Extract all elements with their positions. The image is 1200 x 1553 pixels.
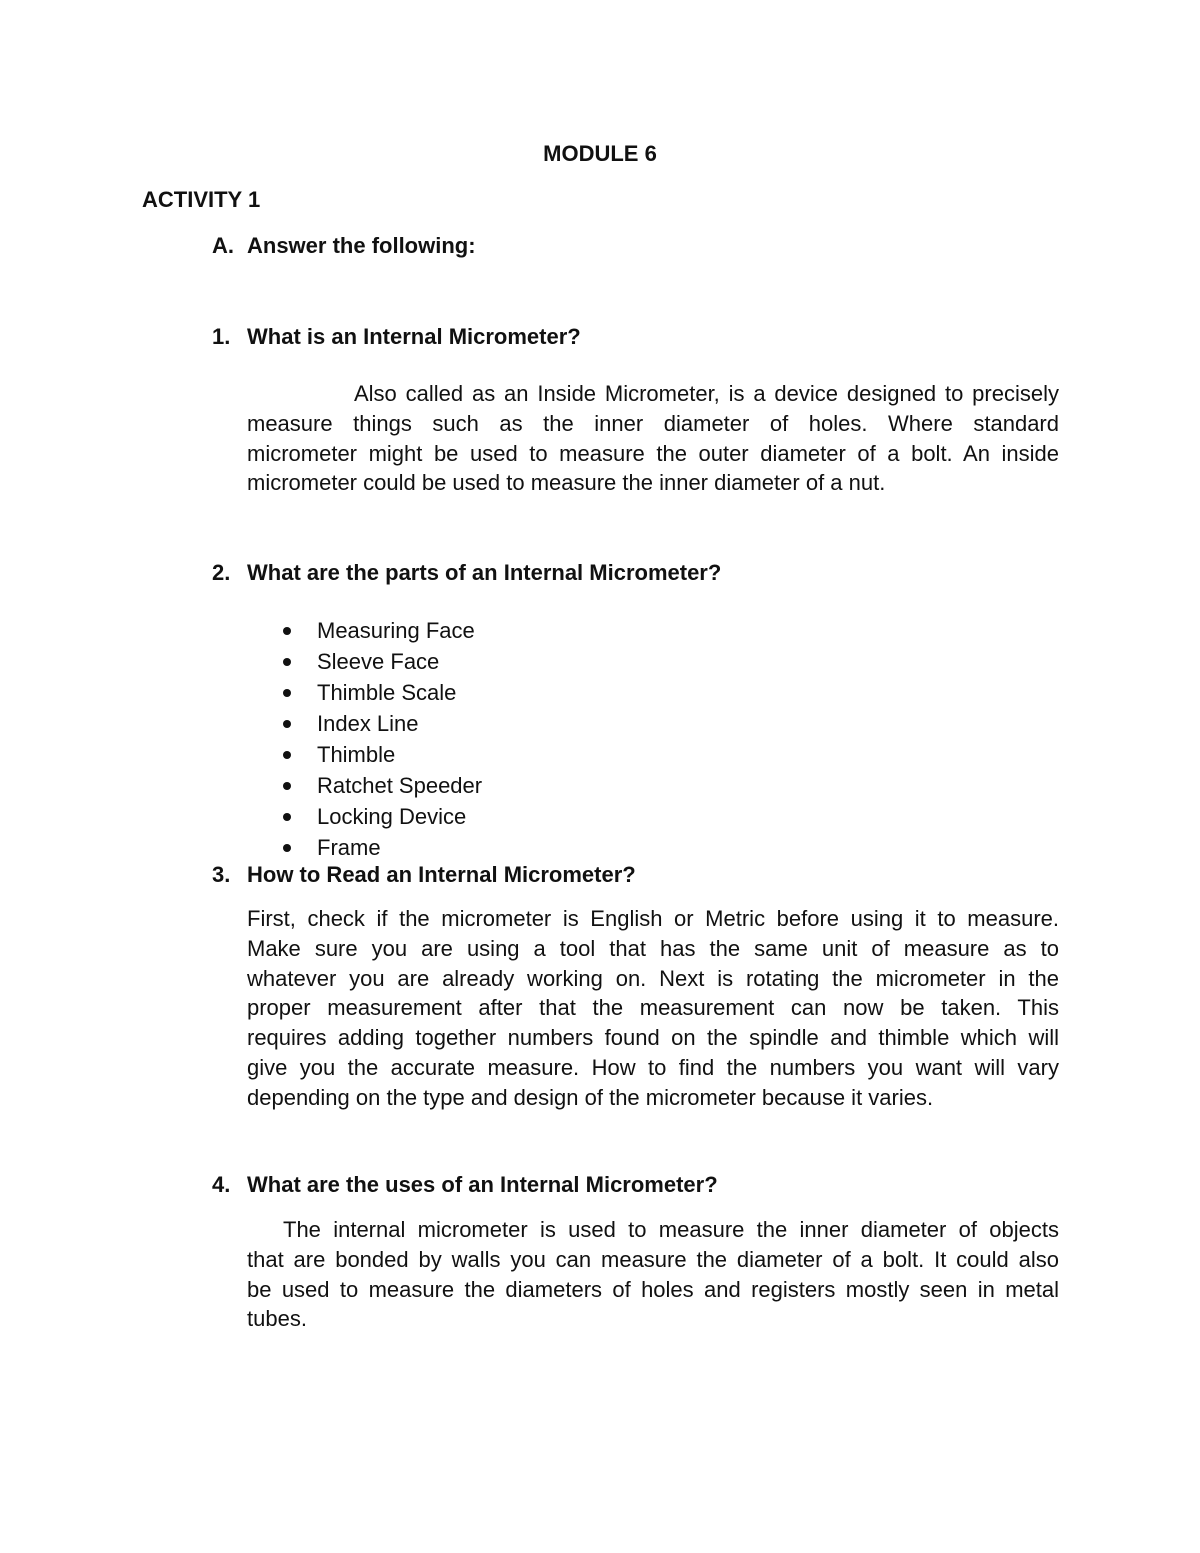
bullet-icon bbox=[283, 751, 291, 759]
list-item bbox=[279, 646, 482, 677]
question-4-heading bbox=[212, 1172, 718, 1198]
bullet-icon bbox=[283, 813, 291, 821]
answer-line: requires adding together numbers found on the spindle and thimble which will bbox=[247, 1025, 1059, 1051]
answer-line: proper measurement after that the measurement can now be taken. This bbox=[247, 995, 1059, 1021]
section-title: Answer the following: bbox=[247, 233, 476, 258]
parts-list bbox=[279, 615, 482, 863]
answer-line: whatever you are already working on. Next is rotating the micrometer in the bbox=[247, 965, 1059, 991]
answer-line: Make sure you are using a tool that has the same unit of measure as to bbox=[247, 935, 1059, 961]
list-item bbox=[279, 801, 482, 832]
question-3-answer bbox=[247, 904, 1059, 1113]
question-2-heading bbox=[212, 560, 721, 586]
question-title: What are the parts of an Internal Micrometer? bbox=[247, 560, 722, 585]
answer-line: that are bonded by walls you can measure the diameter of a bolt. It could also bbox=[247, 1246, 1059, 1272]
bullet-icon bbox=[283, 782, 291, 790]
list-item bbox=[279, 739, 482, 770]
question-1-heading bbox=[212, 324, 581, 350]
bullet-icon bbox=[283, 844, 291, 852]
bullet-icon bbox=[283, 627, 291, 635]
part-label: Frame bbox=[317, 835, 381, 860]
list-item bbox=[279, 708, 482, 739]
part-label: Sleeve Face bbox=[317, 649, 440, 674]
bullet-icon bbox=[283, 658, 291, 666]
question-number: 1. bbox=[212, 324, 231, 349]
answer-line: First, check if the micrometer is English or Metric before using it to measure. bbox=[247, 906, 1059, 931]
question-title: How to Read an Internal Micrometer? bbox=[247, 862, 636, 887]
answer-line: micrometer could be used to measure the inner diameter of a nut. bbox=[247, 470, 886, 496]
part-label: Ratchet Speeder bbox=[317, 773, 483, 798]
answer-line: The internal micrometer is used to measure the inner diameter of objects bbox=[283, 1217, 1059, 1242]
question-number: 4. bbox=[212, 1172, 231, 1197]
section-letter: A. bbox=[212, 233, 234, 258]
answer-line: give you the accurate measure. How to find the numbers you want will vary bbox=[247, 1054, 1059, 1080]
bullet-icon bbox=[283, 720, 291, 728]
bullet-icon bbox=[283, 689, 291, 697]
answer-line: tubes. bbox=[247, 1306, 307, 1332]
answer-line: depending on the type and design of the micrometer because it varies. bbox=[247, 1084, 934, 1110]
answer-line: Also called as an Inside Micrometer, is a device designed to precisely bbox=[354, 381, 1059, 406]
list-item bbox=[279, 677, 482, 708]
activity-title: ACTIVITY 1 bbox=[142, 187, 261, 212]
list-item bbox=[279, 615, 482, 646]
section-heading bbox=[212, 233, 476, 259]
list-item bbox=[279, 832, 482, 863]
part-label: Locking Device bbox=[317, 804, 467, 829]
question-1-answer bbox=[247, 379, 1059, 498]
module-title: MODULE 6 bbox=[543, 141, 657, 166]
answer-line: micrometer might be used to measure the outer diameter of a bolt. An inside bbox=[247, 440, 1059, 466]
question-4-answer bbox=[247, 1215, 1059, 1334]
part-label: Measuring Face bbox=[317, 618, 475, 643]
question-3-heading bbox=[212, 862, 636, 888]
answer-line: measure things such as the inner diameter of holes. Where standard bbox=[247, 410, 1059, 436]
question-title: What are the uses of an Internal Micrometer? bbox=[247, 1172, 718, 1197]
part-label: Thimble bbox=[317, 742, 396, 767]
question-number: 3. bbox=[212, 862, 231, 887]
answer-line: be used to measure the diameters of holes and registers mostly seen in metal bbox=[247, 1276, 1059, 1302]
list-item bbox=[279, 770, 482, 801]
question-number: 2. bbox=[212, 560, 231, 585]
part-label: Thimble Scale bbox=[317, 680, 457, 705]
question-title: What is an Internal Micrometer? bbox=[247, 324, 581, 349]
part-label: Index Line bbox=[317, 711, 419, 736]
